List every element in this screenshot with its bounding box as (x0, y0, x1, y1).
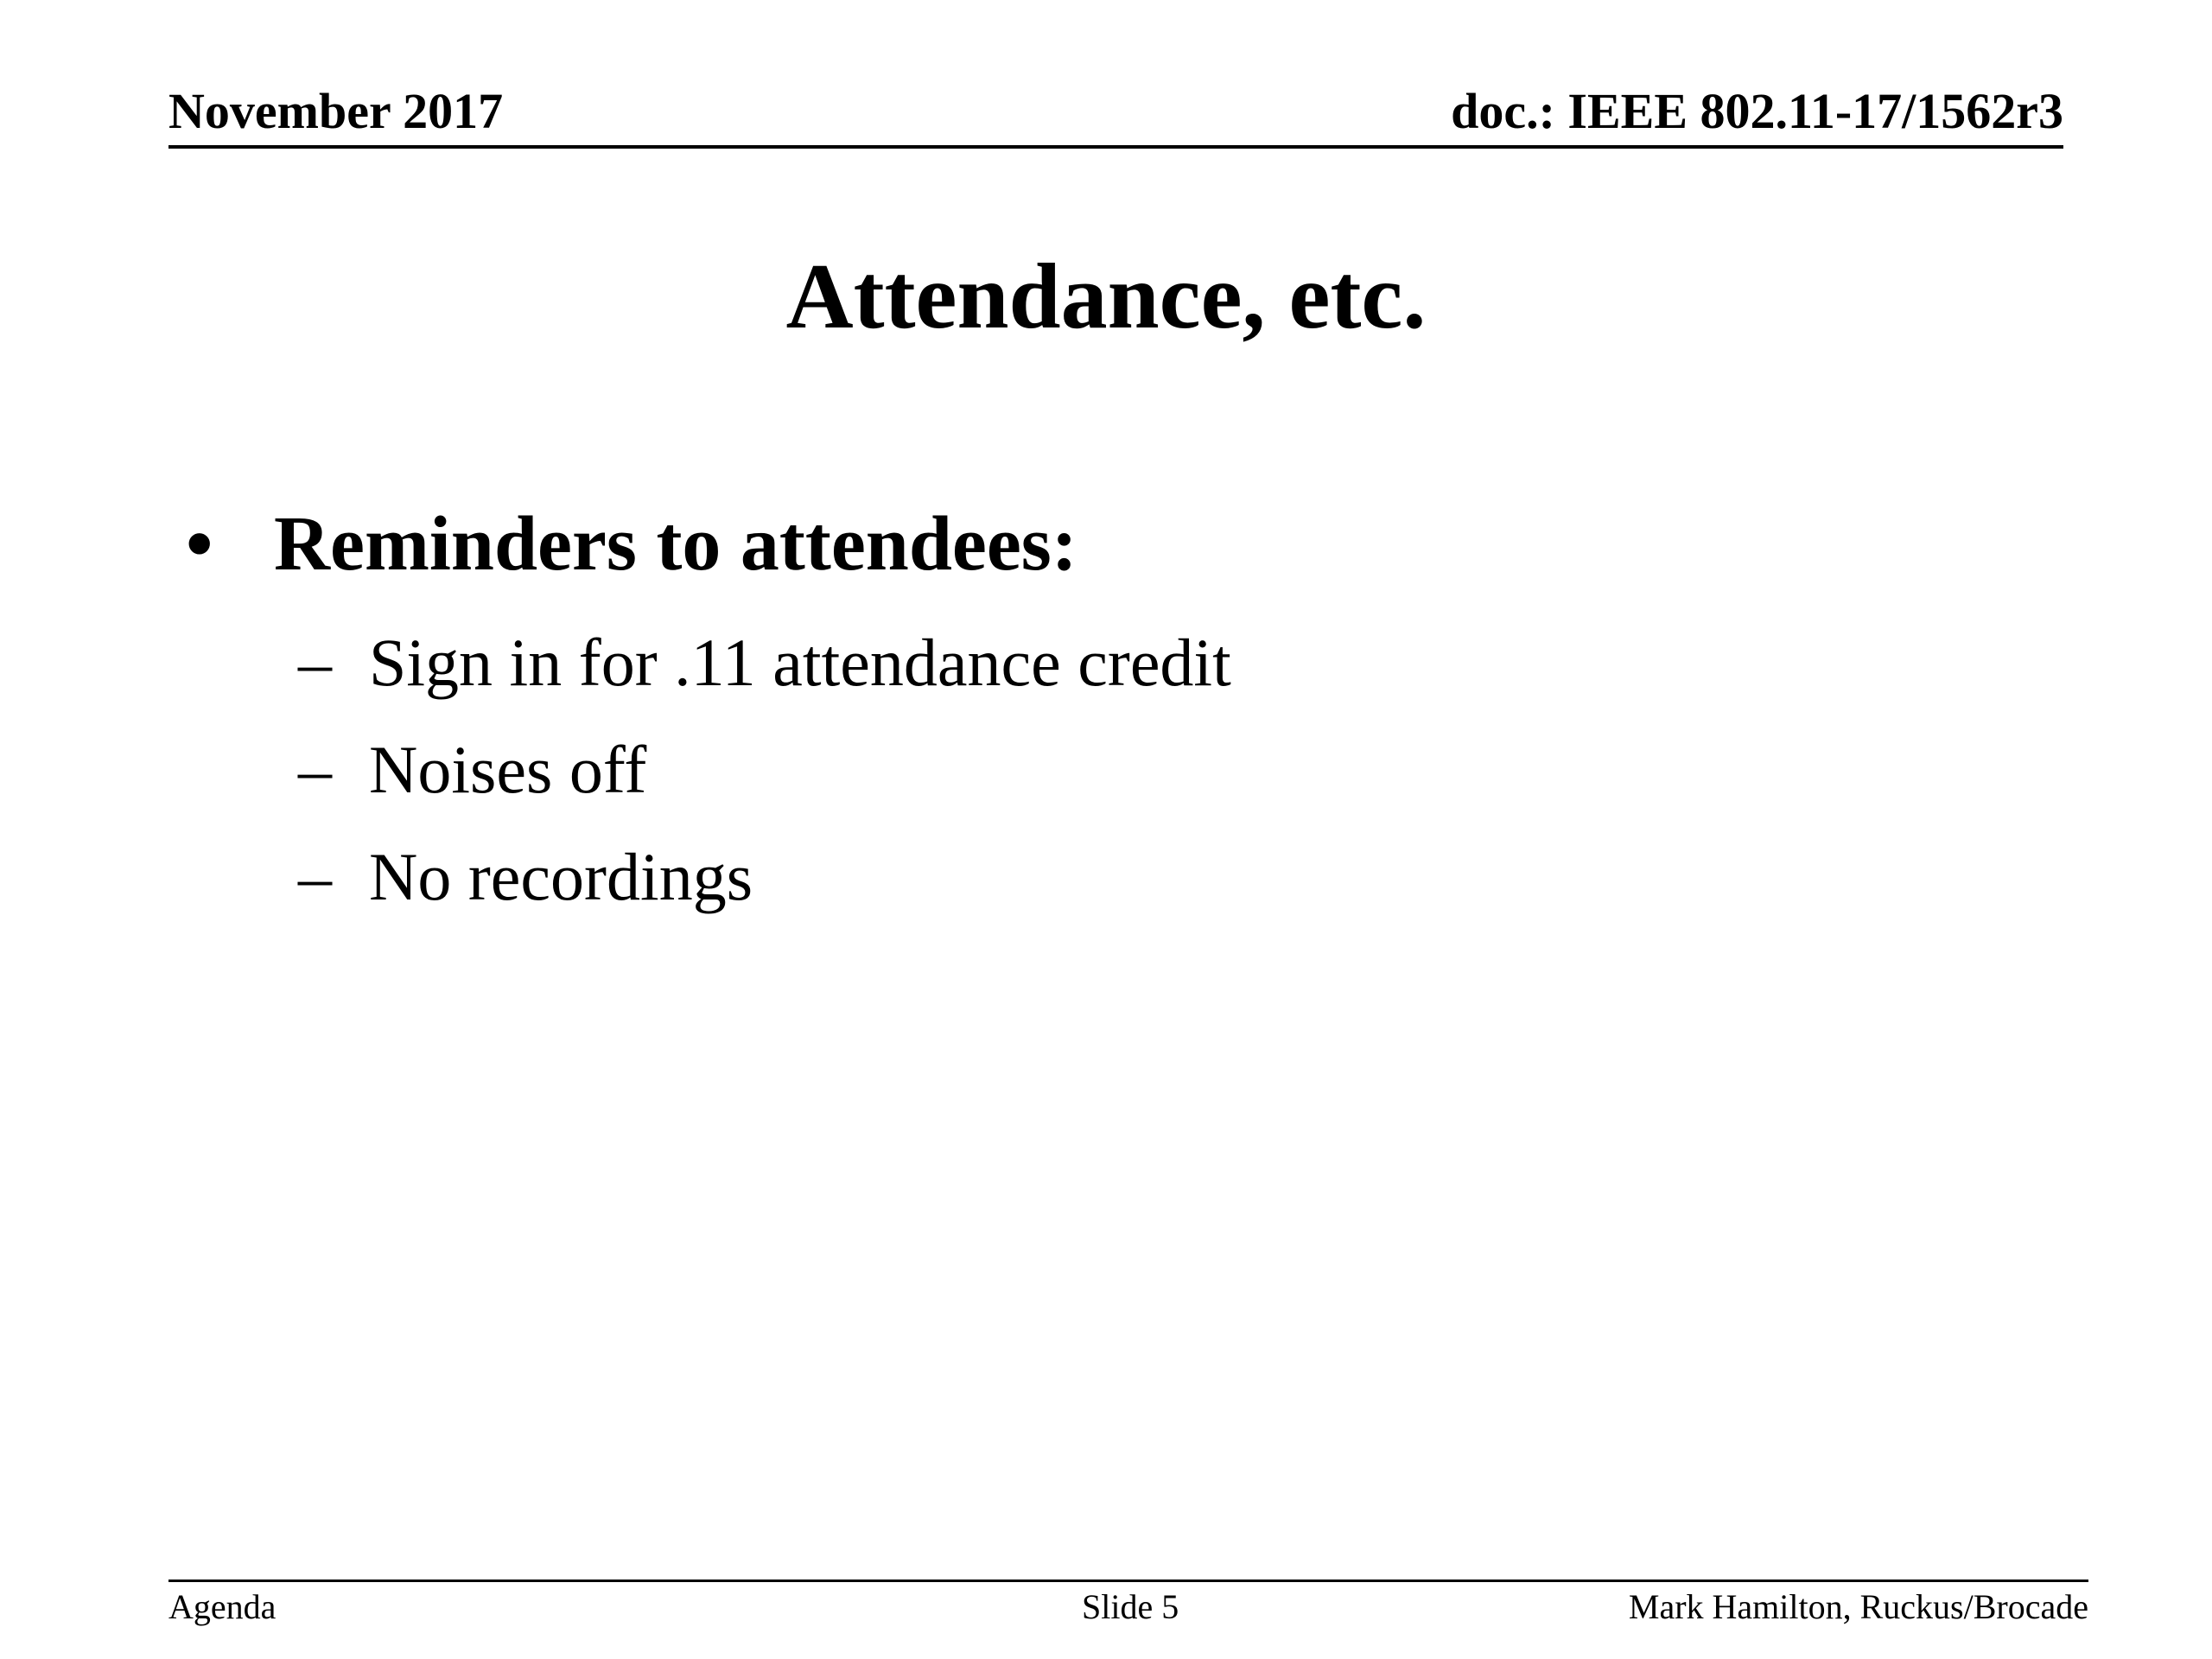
sub-bullet-item (298, 839, 1231, 950)
sub-bullet-marker: – (298, 625, 332, 700)
header-doc-id: doc.: IEEE 802.11-17/1562r3 (1451, 83, 2063, 139)
sub-bullet-item (298, 732, 1231, 843)
footer-author: Mark Hamilton, Ruckus/Brocade (1628, 1587, 2088, 1626)
sub-bullet-text: No recordings (369, 839, 753, 914)
sub-bullet-text: Sign in for .11 attendance credit (369, 625, 1231, 700)
footer-section: Agenda (168, 1587, 276, 1626)
header-divider (168, 145, 2063, 149)
slide-title: Attendance, etc. (785, 245, 1427, 348)
footer-divider (168, 1580, 2088, 1582)
sub-bullet-marker: – (298, 839, 332, 914)
bullet-marker: • (186, 501, 213, 587)
bullet-item (186, 501, 1077, 587)
bullet-text: Reminders to attendees: (274, 501, 1077, 587)
footer-slide-number: Slide 5 (1082, 1587, 1179, 1626)
sub-bullet-text: Noises off (369, 732, 647, 807)
sub-bullet-list (298, 625, 1231, 950)
sub-bullet-marker: – (298, 732, 332, 807)
sub-bullet-item (298, 625, 1231, 736)
header-date: November 2017 (168, 83, 504, 139)
